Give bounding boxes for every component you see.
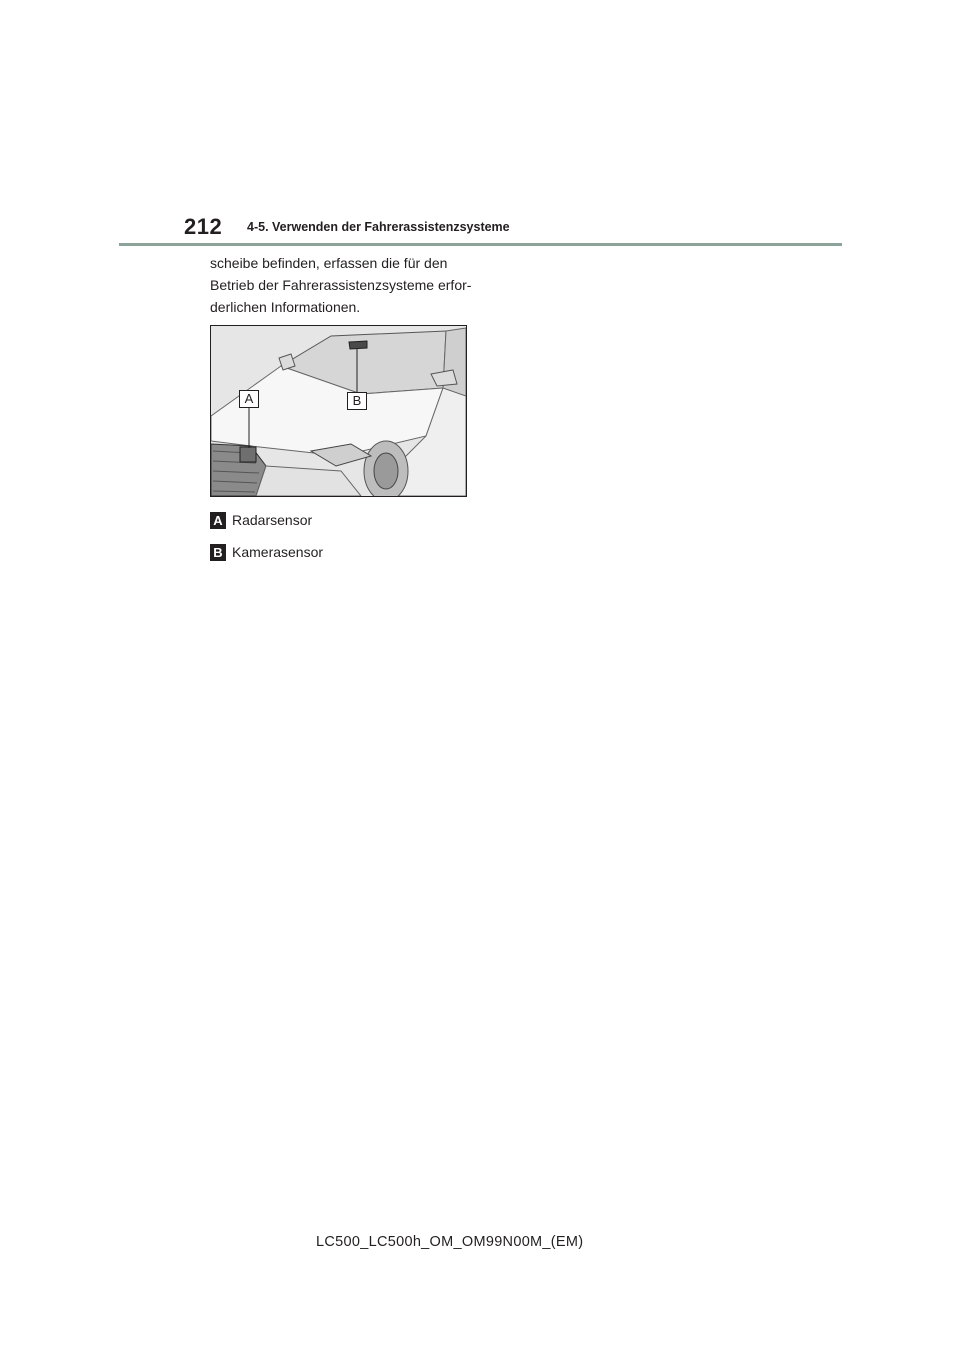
car-sensor-figure bbox=[210, 325, 467, 497]
legend-label: Radarsensor bbox=[232, 512, 313, 528]
body-line: derlichen Informationen. bbox=[210, 299, 361, 315]
legend-item-camera bbox=[210, 543, 323, 561]
radar-sensor-marker bbox=[240, 447, 256, 462]
footer-doc-code: LC500_LC500h_OM_OM99N00M_(EM) bbox=[316, 1234, 584, 1250]
legend-item-radar bbox=[210, 511, 312, 529]
header-rule bbox=[119, 243, 842, 246]
body-paragraph bbox=[210, 252, 472, 318]
legend-label: Kamerasensor bbox=[232, 544, 324, 560]
body-line: scheibe befinden, erfassen die für den bbox=[210, 255, 448, 271]
car-front-illustration bbox=[211, 326, 466, 496]
legend-key-badge: B bbox=[210, 544, 226, 561]
camera-sensor-marker bbox=[349, 341, 367, 349]
callout-b: B bbox=[347, 392, 367, 410]
body-line: Betrieb der Fahrerassistenzsysteme erfor- bbox=[210, 277, 472, 293]
section-title: 4-5. Verwenden der Fahrerassistenzsysteme bbox=[247, 220, 510, 234]
legend-key-badge: A bbox=[210, 512, 226, 529]
callout-a: A bbox=[239, 390, 259, 408]
page-number: 212 bbox=[184, 214, 223, 239]
